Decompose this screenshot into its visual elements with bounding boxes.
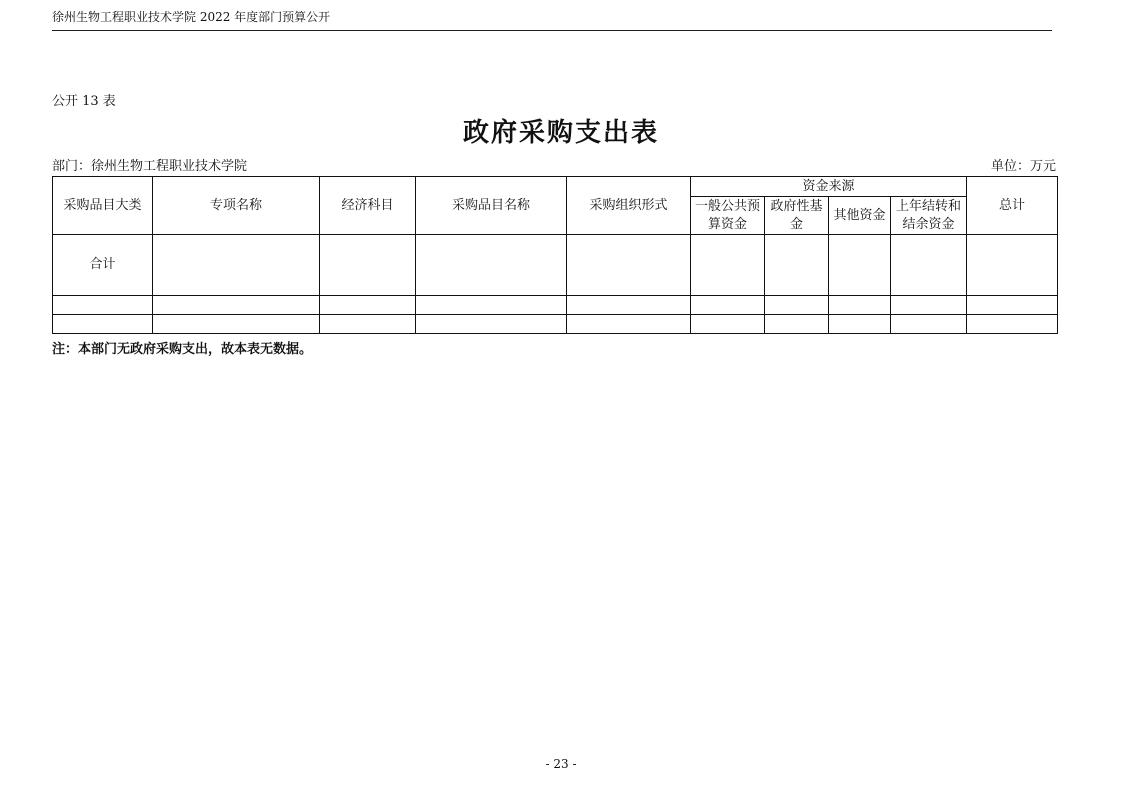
header-general-budget: 一般公共预算资金	[691, 197, 765, 235]
header-row-1	[53, 177, 1058, 197]
table-row	[53, 315, 1058, 334]
header-economic: 经济科目	[320, 177, 416, 235]
table-cell	[691, 296, 765, 315]
department-label: 部门：徐州生物工程职业技术学院	[52, 159, 248, 174]
table-cell	[567, 296, 691, 315]
header-other: 其他资金	[829, 197, 891, 235]
header-fund-source: 资金来源	[691, 177, 967, 197]
table-cell	[891, 296, 967, 315]
table-cell	[765, 235, 829, 296]
table-cell	[53, 296, 153, 315]
table-row	[53, 296, 1058, 315]
page-number: - 23 -	[545, 757, 577, 771]
table-row-total	[53, 235, 1058, 296]
table-cell	[567, 235, 691, 296]
row-total-label: 合计	[53, 235, 153, 296]
table-cell	[416, 235, 567, 296]
table-cell	[320, 296, 416, 315]
table-cell	[765, 296, 829, 315]
table-cell	[691, 235, 765, 296]
procurement-table	[52, 176, 1058, 334]
header-category: 采购品目大类	[53, 177, 153, 235]
header-total: 总计	[967, 177, 1058, 235]
table-cell	[53, 315, 153, 334]
table-cell	[153, 235, 320, 296]
header-item-name: 采购品目名称	[416, 177, 567, 235]
table-cell	[691, 315, 765, 334]
table-cell	[416, 315, 567, 334]
header-divider	[52, 30, 1052, 31]
table-cell	[416, 296, 567, 315]
table-cell	[153, 315, 320, 334]
header-gov-fund: 政府性基金	[765, 197, 829, 235]
table-cell	[829, 315, 891, 334]
header-org-form: 采购组织形式	[567, 177, 691, 235]
table-cell	[567, 315, 691, 334]
table-cell	[153, 296, 320, 315]
page-title: 政府采购支出表	[462, 118, 659, 148]
table-cell	[829, 235, 891, 296]
table-cell	[891, 235, 967, 296]
table-cell	[967, 235, 1058, 296]
table-cell	[320, 235, 416, 296]
header-project: 专项名称	[153, 177, 320, 235]
page-header: 徐州生物工程职业技术学院 2022 年度部门预算公开	[52, 10, 331, 24]
footnote: 注：本部门无政府采购支出，故本表无数据。	[52, 342, 313, 357]
table-cell	[320, 315, 416, 334]
table-cell	[891, 315, 967, 334]
unit-label: 单位：万元	[990, 159, 1056, 174]
header-carryover: 上年结转和结余资金	[891, 197, 967, 235]
table-cell	[967, 296, 1058, 315]
table-cell	[829, 296, 891, 315]
table-cell	[765, 315, 829, 334]
table-number: 公开 13 表	[52, 94, 116, 109]
table-cell	[967, 315, 1058, 334]
